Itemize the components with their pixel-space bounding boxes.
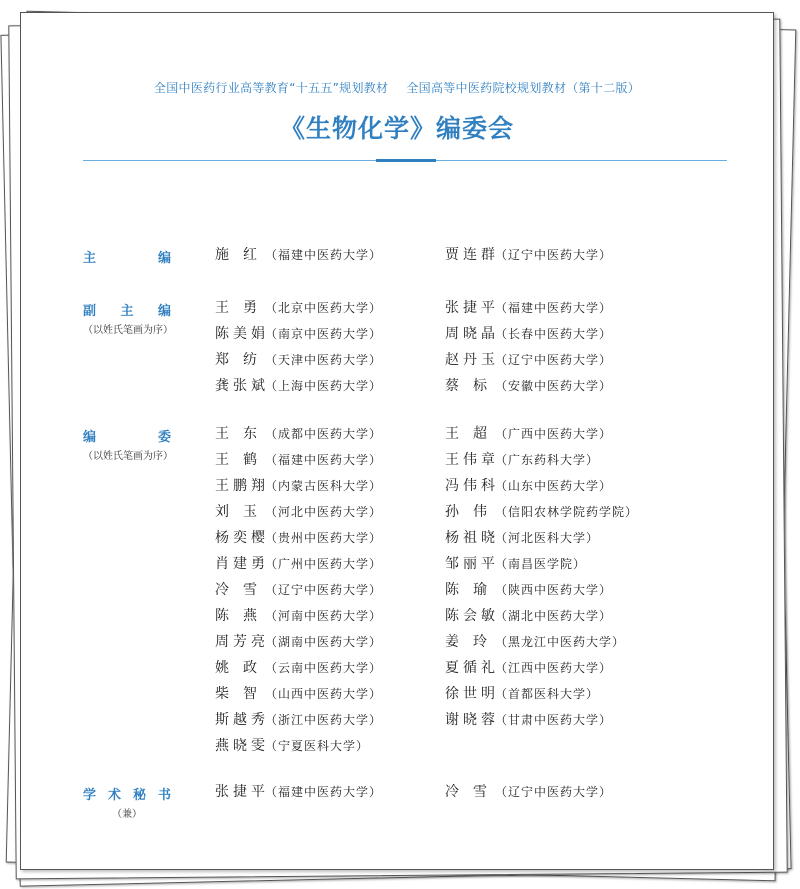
page-title: 《生物化学》编委会 <box>279 114 514 143</box>
member-entry <box>215 347 382 373</box>
series-left: 全国中医药行业高等教育“十五五”规划教材 <box>153 81 389 95</box>
member-entry <box>445 603 612 629</box>
member-name: 王鹤 <box>215 452 271 468</box>
member-entry <box>445 629 625 655</box>
role-heading <box>83 426 175 462</box>
member-name: 郑纺 <box>215 352 271 368</box>
member-entry <box>215 603 382 629</box>
role-label <box>83 247 171 266</box>
role-heading <box>83 300 175 336</box>
member-name: 周芳亮 <box>215 634 265 650</box>
member-entry <box>215 295 382 321</box>
member-entry <box>445 525 599 551</box>
role-label-char: 主 <box>120 304 134 319</box>
role-note: （以姓氏笔画为序） <box>83 451 173 462</box>
member-name: 杨奕樱 <box>215 530 265 546</box>
member-entry <box>215 655 382 681</box>
member-institution: （辽宁中医药大学） <box>495 248 613 262</box>
member-entry <box>445 577 612 603</box>
member-institution: （甘肃中医药大学） <box>495 713 613 727</box>
member-name: 贾连群 <box>445 247 495 263</box>
role-label-char: 秘 <box>132 788 146 803</box>
member-institution: （上海中医药大学） <box>265 379 383 393</box>
member-entry <box>445 655 612 681</box>
series-subtitle <box>21 79 773 96</box>
member-entry <box>215 733 369 759</box>
member-institution: （南昌医学院） <box>495 557 587 571</box>
member-name: 张捷平 <box>215 784 265 800</box>
role-label-char: 副 <box>83 304 97 319</box>
member-institution: （南京中医药大学） <box>265 327 383 341</box>
member-entry <box>445 295 612 321</box>
member-entry <box>445 321 612 347</box>
member-name: 邹丽平 <box>445 556 495 572</box>
member-name: 王勇 <box>215 300 271 316</box>
member-institution: （山西中医药大学） <box>265 687 383 701</box>
member-entry <box>215 473 382 499</box>
member-institution: （内蒙古医科大学） <box>265 479 383 493</box>
member-institution: （天津中医药大学） <box>265 353 383 367</box>
member-institution: （湖北中医药大学） <box>495 609 613 623</box>
member-entry <box>445 707 612 733</box>
role-label-char: 编 <box>157 251 171 266</box>
member-institution: （河南中医药大学） <box>265 609 383 623</box>
role-note: （以姓氏笔画为序） <box>83 325 173 336</box>
member-entry <box>445 779 612 805</box>
member-entry <box>215 779 382 805</box>
member-institution: （辽宁中医药大学） <box>265 583 383 597</box>
member-name: 徐世明 <box>445 686 495 702</box>
member-name: 谢晓蓉 <box>445 712 495 728</box>
member-institution: （北京中医药大学） <box>265 301 383 315</box>
role-label-char: 学 <box>83 788 97 803</box>
member-institution: （广东药科大学） <box>495 453 600 467</box>
member-name: 周晓晶 <box>445 326 495 342</box>
member-entry <box>215 707 382 733</box>
member-entry <box>445 421 612 447</box>
member-institution: （广州中医药大学） <box>265 557 383 571</box>
member-name: 柴智 <box>215 686 271 702</box>
member-name: 姚政 <box>215 660 271 676</box>
member-entry <box>445 347 612 373</box>
member-entry <box>215 421 382 447</box>
role-heading <box>83 784 175 820</box>
member-name: 张捷平 <box>445 300 495 316</box>
member-name: 陈会敏 <box>445 608 495 624</box>
member-institution: （辽宁中医药大学） <box>495 353 613 367</box>
role-label <box>83 300 171 319</box>
member-institution: （河北医科大学） <box>495 531 600 545</box>
member-name: 王鹏翔 <box>215 478 265 494</box>
member-institution: （云南中医药大学） <box>265 661 383 675</box>
member-name: 陈瑜 <box>445 582 501 598</box>
role-note: （兼） <box>112 809 142 820</box>
member-institution: （福建中医药大学） <box>265 248 383 262</box>
member-name: 冯伟科 <box>445 478 495 494</box>
role-label-char: 书 <box>157 788 171 803</box>
member-name: 蔡标 <box>445 378 501 394</box>
role-label-char: 主 <box>83 251 97 266</box>
member-institution: （信阳农林学院药学院） <box>495 505 639 519</box>
member-institution: （成都中医药大学） <box>265 427 383 441</box>
role-label-char: 术 <box>107 788 121 803</box>
member-institution: （安徽中医药大学） <box>495 379 613 393</box>
member-name: 陈燕 <box>215 608 271 624</box>
member-entry <box>445 242 612 268</box>
member-name: 冷雪 <box>445 784 501 800</box>
member-institution: （福建中医药大学） <box>495 301 613 315</box>
member-name: 燕晓雯 <box>215 738 265 754</box>
member-name: 赵丹玉 <box>445 352 495 368</box>
member-entry <box>215 447 382 473</box>
member-institution: （首都医科大学） <box>495 687 600 701</box>
role-label-char: 编 <box>157 304 171 319</box>
member-institution: （福建中医药大学） <box>265 785 383 799</box>
role-heading <box>83 247 175 266</box>
member-entry <box>445 473 612 499</box>
member-institution: （浙江中医药大学） <box>265 713 383 727</box>
member-name: 龚张斌 <box>215 378 265 394</box>
member-institution: （黑龙江中医药大学） <box>495 635 626 649</box>
member-entry <box>215 525 382 551</box>
document-page <box>20 12 774 870</box>
member-entry <box>215 242 382 268</box>
title-divider-accent <box>376 159 436 162</box>
role-label-char: 编 <box>83 430 97 445</box>
member-institution: （陕西中医药大学） <box>495 583 613 597</box>
member-name: 夏循礼 <box>445 660 495 676</box>
member-entry <box>445 551 586 577</box>
member-entry <box>215 629 382 655</box>
member-name: 斯越秀 <box>215 712 265 728</box>
member-entry <box>445 499 638 525</box>
member-entry <box>215 499 382 525</box>
member-institution: （福建中医药大学） <box>265 453 383 467</box>
member-name: 王伟章 <box>445 452 495 468</box>
series-right: 全国高等中医药院校规划教材（第十二版） <box>406 81 641 95</box>
member-name: 孙伟 <box>445 504 501 520</box>
member-institution: （长春中医药大学） <box>495 327 613 341</box>
member-institution: （江西中医药大学） <box>495 661 613 675</box>
member-entry <box>215 551 382 577</box>
member-entry <box>215 577 382 603</box>
member-entry <box>215 321 382 347</box>
role-label <box>83 426 171 445</box>
member-institution: （山东中医药大学） <box>495 479 613 493</box>
member-entry <box>445 681 599 707</box>
member-name: 冷雪 <box>215 582 271 598</box>
member-institution: （贵州中医药大学） <box>265 531 383 545</box>
member-name: 施红 <box>215 247 271 263</box>
member-institution: （宁夏医科大学） <box>265 739 370 753</box>
member-name: 姜玲 <box>445 634 501 650</box>
member-institution: （辽宁中医药大学） <box>495 785 613 799</box>
member-name: 王超 <box>445 426 501 442</box>
member-institution: （广西中医药大学） <box>495 427 613 441</box>
member-entry <box>215 681 382 707</box>
member-entry <box>445 373 612 399</box>
member-entry <box>215 373 382 399</box>
member-name: 肖建勇 <box>215 556 265 572</box>
role-label <box>83 784 171 803</box>
member-name: 杨祖晓 <box>445 530 495 546</box>
role-label-char: 委 <box>157 430 171 445</box>
member-institution: （河北中医药大学） <box>265 505 383 519</box>
member-name: 刘玉 <box>215 504 271 520</box>
member-name: 陈美娟 <box>215 326 265 342</box>
member-name: 王东 <box>215 426 271 442</box>
member-entry <box>445 447 599 473</box>
member-institution: （湖南中医药大学） <box>265 635 383 649</box>
